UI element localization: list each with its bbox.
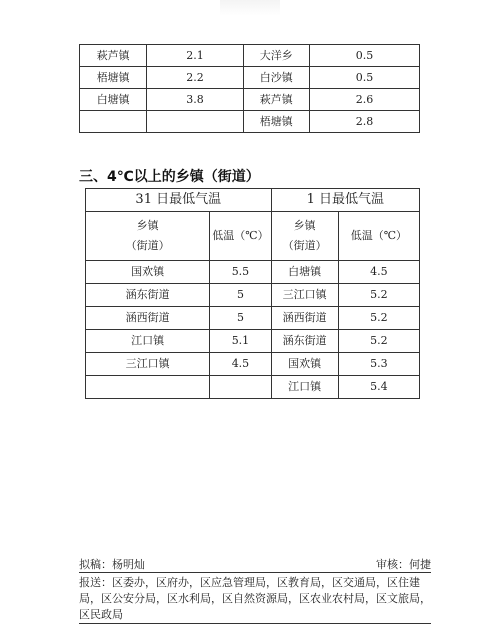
table-row <box>86 330 420 353</box>
temp-cell: 2.6 <box>309 89 419 111</box>
column-header-town: 乡镇 （街道） <box>271 212 338 261</box>
temp-cell <box>147 111 243 133</box>
column-header-temp: 低温（℃） <box>210 212 271 261</box>
table-row <box>80 111 420 133</box>
table-row <box>86 261 420 284</box>
column-header-town: 乡镇 （街道） <box>86 212 210 261</box>
temp-cell: 5.3 <box>338 353 419 376</box>
table-row <box>80 89 420 111</box>
column-header-temp: 低温（℃） <box>338 212 419 261</box>
town-cell: 白塘镇 <box>80 89 147 111</box>
temp-cell: 5.5 <box>210 261 271 284</box>
above-4c-table <box>85 188 420 399</box>
town-cell: 梧塘镇 <box>80 67 147 89</box>
group-header-row <box>86 189 420 212</box>
signature-line <box>79 556 431 573</box>
column-header-row <box>86 212 420 261</box>
table-row <box>80 45 420 67</box>
table-row <box>80 67 420 89</box>
temp-cell <box>210 376 271 399</box>
group-header-1st: 1 日最低气温 <box>271 189 419 212</box>
group-header-31st: 31 日最低气温 <box>86 189 272 212</box>
town-cell: 江口镇 <box>86 330 210 353</box>
table-row <box>86 284 420 307</box>
table-row <box>86 353 420 376</box>
town-cell: 涵西街道 <box>271 307 338 330</box>
town-cell: 白沙镇 <box>243 67 309 89</box>
temp-cell: 0.5 <box>309 45 419 67</box>
temp-cell: 5.2 <box>338 284 419 307</box>
temp-cell: 2.8 <box>309 111 419 133</box>
town-cell <box>86 376 210 399</box>
scan-mark <box>220 0 280 16</box>
temp-cell: 5 <box>210 307 271 330</box>
town-cell: 国欢镇 <box>271 353 338 376</box>
temp-cell: 0.5 <box>309 67 419 89</box>
town-cell: 江口镇 <box>271 376 338 399</box>
town-cell <box>80 111 147 133</box>
temp-cell: 4.5 <box>210 353 271 376</box>
temp-cell: 5.1 <box>210 330 271 353</box>
temp-cell: 5.2 <box>338 307 419 330</box>
drafter-label: 拟稿：杨明灿 <box>79 558 145 571</box>
town-cell: 萩芦镇 <box>80 45 147 67</box>
town-cell: 三江口镇 <box>271 284 338 307</box>
town-cell: 萩芦镇 <box>243 89 309 111</box>
town-cell: 涵西街道 <box>86 307 210 330</box>
town-cell: 国欢镇 <box>86 261 210 284</box>
temp-cell: 5.4 <box>338 376 419 399</box>
temp-cell: 5.2 <box>338 330 419 353</box>
town-cell: 三江口镇 <box>86 353 210 376</box>
temp-cell: 3.8 <box>147 89 243 111</box>
low-temp-table-continued <box>79 44 420 133</box>
town-cell: 梧塘镇 <box>243 111 309 133</box>
table-row <box>86 307 420 330</box>
recipients-block: 报送：区委办，区府办，区应急管理局，区教育局，区交通局，区住建局，区公安分局，区水利局，区自然资源局，区农业农村局，区文旅局，区民政局 <box>79 575 431 624</box>
town-cell: 涵东街道 <box>86 284 210 307</box>
temp-cell: 2.1 <box>147 45 243 67</box>
temp-cell: 2.2 <box>147 67 243 89</box>
town-cell: 涵东街道 <box>271 330 338 353</box>
temp-cell: 4.5 <box>338 261 419 284</box>
town-cell: 白塘镇 <box>271 261 338 284</box>
town-cell: 大洋乡 <box>243 45 309 67</box>
table-row <box>86 376 420 399</box>
section-heading: 三、4℃以上的乡镇（街道） <box>79 169 260 185</box>
reviewer-label: 审核：何捷 <box>376 558 431 571</box>
temp-cell: 5 <box>210 284 271 307</box>
